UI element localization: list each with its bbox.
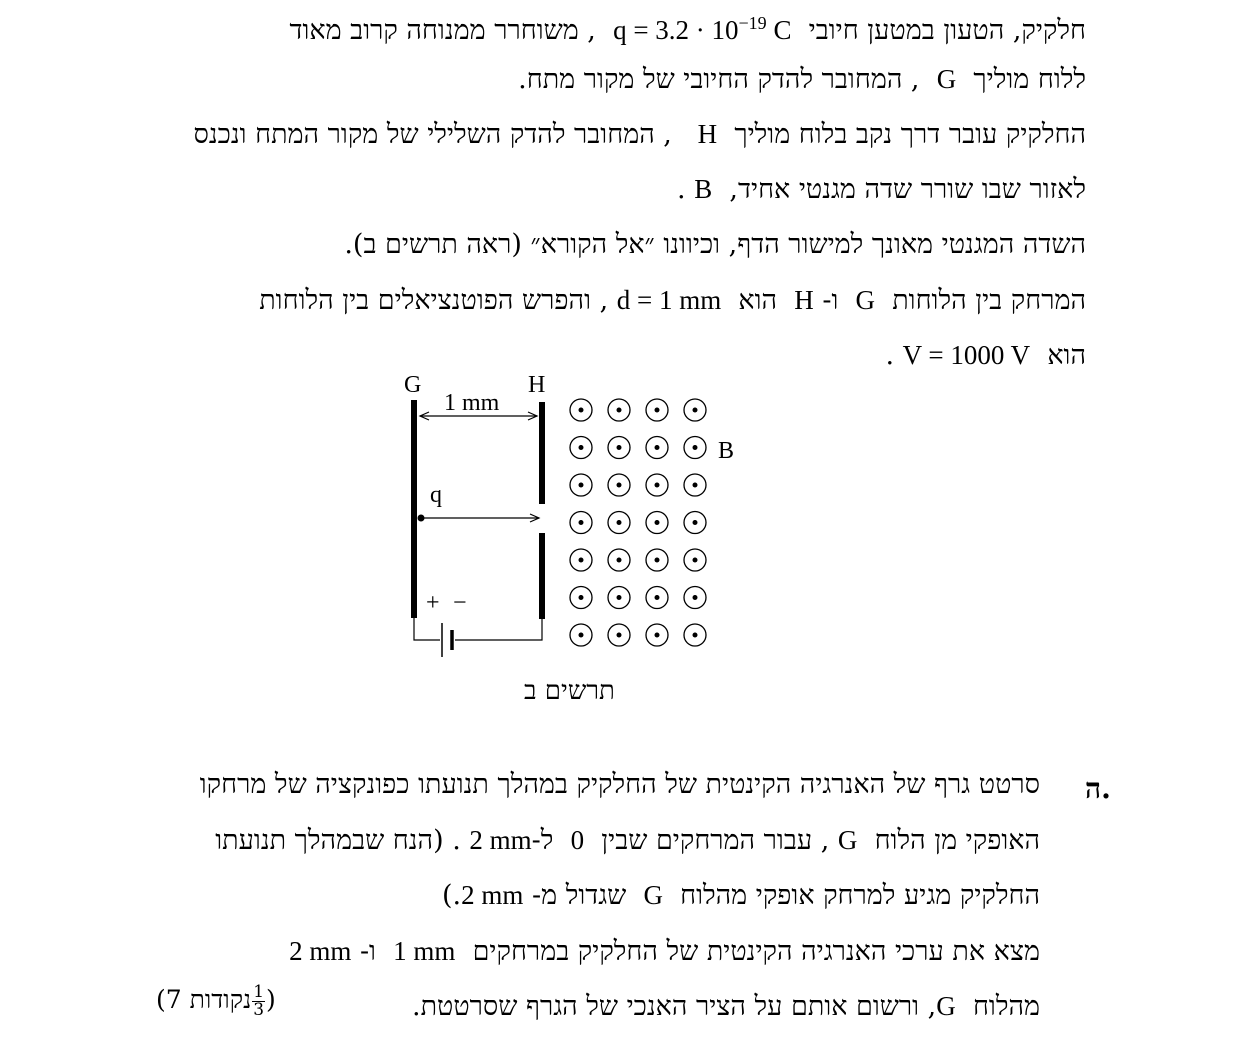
question-line-2: האופקי מן הלוח G , עבור המרחקים שבין 0 ל-2 mm . (הנח שבמהלך תנועתו (215, 825, 1040, 856)
question-line-4: מצא את ערכי האנרגיה הקינטית של החלקיק במרחקים 1 mm ו- 2 mm (289, 936, 1040, 967)
label-H: H (528, 372, 546, 398)
intro-line-4: לאזור שבו שורר שדה מגנטי אחיד, B . (677, 174, 1086, 205)
figure-caption: תרשים ב (524, 676, 615, 706)
question-points: ( נקודות 7 $\frac{1}{3}$ ) (156, 982, 276, 1020)
label-B: B (718, 438, 735, 464)
charge-formula: $q = 3.2 \cdot 10^{-19}$ C (613, 13, 792, 45)
question-label: ה. (1085, 772, 1111, 805)
plate-H-lower (539, 533, 545, 619)
intro-line-3: החלקיק עובר דרך נקב בלוח מוליך H , המחובר להדק השלילי של מקור המתח ונכנס (193, 119, 1086, 150)
symbol-G: G (936, 64, 957, 94)
field-out-dot (617, 483, 622, 488)
field-out-dot (617, 595, 622, 600)
intro-line-5: השדה המגנטי מאונך למישור הדף, וכיוונו ״אל הקורא״ (ראה תרשים ב). (344, 229, 1086, 260)
intro-line-6: המרחק בין הלוחות G ו- H הוא d = 1 mm , והפרש הפוטנציאלים בין הלוחות (259, 285, 1086, 316)
distance-formula: d = 1 mm (616, 285, 722, 315)
field-out-dot (617, 633, 622, 638)
field-out-dot (655, 445, 660, 450)
battery-plus: + (426, 590, 440, 616)
intro-line-2: ללוח מוליך G , המחובר להדק החיובי של מקור מתח. (518, 64, 1086, 95)
intro-text: , משוחרר ממנוחה קרוב מאוד (289, 15, 596, 46)
gap-label: 1 mm (444, 390, 500, 416)
field-out-dot (579, 558, 584, 563)
circuit-wire-left (414, 618, 440, 640)
field-out-dot (579, 633, 584, 638)
field-out-dot (579, 520, 584, 525)
symbol-H: H (697, 119, 718, 149)
field-out-dot (693, 408, 698, 413)
field-out-dot (655, 595, 660, 600)
field-out-dot (655, 558, 660, 563)
plate-G (411, 400, 417, 618)
field-out-dot (693, 483, 698, 488)
field-out-dot (693, 595, 698, 600)
question-line-3: החלקיק מגיע למרחק אופקי מהלוח G שגדול מ- 2 mm.) (442, 880, 1040, 911)
field-out-dot (579, 445, 584, 450)
field-out-dot (617, 445, 622, 450)
field-out-dot (693, 520, 698, 525)
field-out-dot (617, 558, 622, 563)
field-out-dot (655, 408, 660, 413)
plate-H-upper (539, 402, 545, 504)
voltage-formula: V = 1000 V (902, 340, 1031, 370)
field-out-dot (655, 520, 660, 525)
field-out-dot (579, 483, 584, 488)
field-out-dot (655, 483, 660, 488)
magnetic-field-grid (570, 399, 706, 646)
field-out-dot (579, 595, 584, 600)
intro-text: חלקיק, הטעון במטען חיובי (808, 15, 1086, 46)
field-out-dot (579, 408, 584, 413)
field-out-dot (693, 445, 698, 450)
circuit-wire-right (455, 619, 542, 640)
intro-line-7: הוא V = 1000 V . (885, 340, 1086, 371)
question-line-1: סרטט גרף של האנרגיה הקינטית של החלקיק במהלך תנועתו כפונקציה של מרחקו (199, 769, 1040, 800)
symbol-B: B (694, 174, 713, 204)
field-out-dot (617, 408, 622, 413)
question-line-5: מהלוח G, ורשום אותם על הציר האנכי של הגרף שסרטטת. (411, 991, 1040, 1022)
label-G: G (404, 372, 422, 398)
field-out-dot (693, 558, 698, 563)
points-fraction: $\frac{1}{3}$ (253, 982, 265, 1020)
field-out-dot (655, 633, 660, 638)
label-q: q (430, 482, 442, 508)
battery-minus: − (453, 590, 467, 616)
field-out-dot (617, 520, 622, 525)
field-out-dot (693, 633, 698, 638)
